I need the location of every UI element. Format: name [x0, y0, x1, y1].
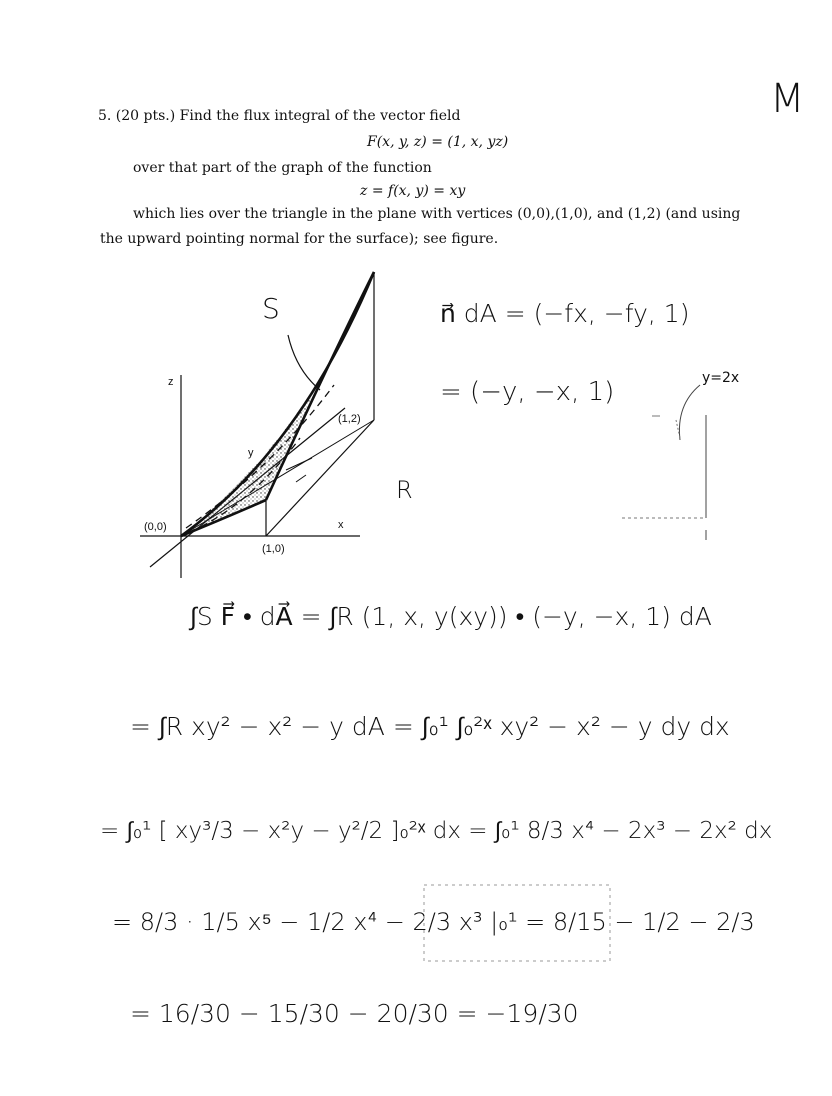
- vertex-origin-label: (0,0): [144, 521, 167, 533]
- surface-shading: [181, 385, 316, 536]
- normal-vector-substituted: = (−y, −x, 1): [440, 377, 615, 407]
- antiderivative-line: = 8/3 · 1/5 x⁵ − 1/2 x⁴ − 2/3 x³ |₀¹ = 8/15 − 1/2 − 2/3: [112, 908, 755, 936]
- surface-curve-right: [266, 272, 374, 500]
- flux-integral-setup: ∫S F⃗ • dA⃗ = ∫R (1, x, y(xy)) • (−y, −x, 1) dA: [190, 602, 712, 631]
- function-formula: z = f(x, y) = xy: [360, 183, 466, 199]
- integrand-line: = ∫R xy² − x² − y dA = ∫₀¹ ∫₀²ˣ xy² − x² − y dy dx: [130, 712, 730, 741]
- region-sketch: [622, 385, 706, 540]
- dashed-curve-1: [186, 385, 334, 528]
- x-axis-label: x: [338, 519, 344, 531]
- vertex-12-label: (1,2): [338, 413, 361, 425]
- grade-mark: M: [770, 76, 805, 122]
- normal-vector-line: n⃗ dA = (−fx, −fy, 1): [440, 299, 690, 328]
- z-axis-label: z: [168, 376, 174, 388]
- problem-text-normal: the upward pointing normal for the surface); see figure.: [100, 231, 499, 247]
- problem-text-over: over that part of the graph of the function: [133, 160, 432, 176]
- inner-integral-evaluation: = ∫₀¹ [ xy³/3 − x²y − y²/2 ]₀²ˣ dx = ∫₀¹ 8/3 x⁴ − 2x³ − 2x² dx: [100, 818, 773, 844]
- problem-statement: 5. (20 pts.) Find the flux integral of the vector field: [98, 108, 461, 124]
- line-label: y=2x: [702, 370, 740, 386]
- problem-text-triangle: which lies over the triangle in the plane with vertices (0,0),(1,0), and (1,2) (and using: [133, 206, 741, 222]
- surface-pointer-line: [288, 335, 320, 390]
- vector-field-formula: F(x, y, z) = (1, x, yz): [367, 134, 509, 150]
- surface-label: S: [262, 292, 280, 325]
- vertex-10-label: (1,0): [262, 543, 285, 555]
- final-answer: = 16/30 − 15/30 − 20/30 = −19/30: [130, 999, 579, 1028]
- surface-figure: [140, 272, 374, 578]
- region-label: R: [396, 476, 413, 504]
- y-axis-label: y: [248, 447, 254, 459]
